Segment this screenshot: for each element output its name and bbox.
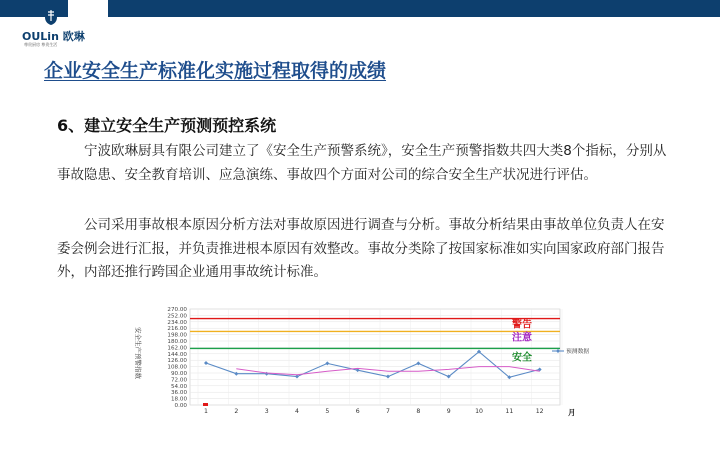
x-tick-label: 3 (264, 408, 269, 415)
paragraph-warning-system: 宁波欧琳厨具有限公司建立了《安全生产预警系统》，安全生产预警指数共四大类8个指标，分别从事故隐患、安全教育培训、应急演练、事故四个方面对公司的综合安全生产状况进行评估。 (57, 143, 667, 183)
slide-title: 企业安全生产标准化实施过程取得的成绩 (44, 60, 387, 82)
zone-label-1: 注意 (512, 332, 532, 344)
x-axis-label: 月 (568, 408, 576, 417)
x-tick-label: 12 (535, 408, 544, 415)
x-tick-label: 5 (325, 408, 330, 415)
y-tick-label: 252.00 (167, 313, 187, 320)
y-tick-label: 180.00 (167, 339, 187, 345)
x-tick-label: 7 (386, 408, 390, 415)
x-tick-label: 10 (475, 408, 483, 415)
crest-icon (43, 6, 59, 26)
zone-label-2: 安全 (512, 352, 532, 364)
y-tick-label: 126.00 (167, 358, 187, 365)
y-tick-label: 36.00 (170, 390, 187, 397)
y-tick-label: 0.00 (174, 403, 187, 409)
y-tick-label: 144.00 (167, 351, 187, 358)
plot-area (190, 309, 560, 405)
x-tick-label: 9 (446, 408, 451, 415)
y-tick-label: 198.00 (167, 332, 187, 339)
x-tick-label: 4 (295, 408, 299, 415)
section-heading: 6、建立安全生产预测预控系统 (57, 116, 277, 135)
y-tick-label: 270.00 (167, 307, 187, 313)
y-tick-label: 216.00 (167, 326, 187, 333)
brand-name: OULin 欧琳 (22, 30, 85, 43)
x-tick-label: 8 (416, 408, 421, 415)
x-tick-label: 1 (204, 408, 208, 415)
y-tick-label: 234.00 (167, 319, 187, 326)
top-banner (0, 0, 720, 17)
y-tick-label: 90.00 (170, 371, 187, 377)
legend-label: 预测数据 (566, 349, 590, 355)
y-axis-label: 安全生产预警指数 (134, 327, 142, 379)
y-tick-label: 54.00 (170, 383, 187, 390)
y-tick-label: 18.00 (170, 396, 187, 403)
safety-index-chart (134, 303, 590, 420)
y-tick-label: 72.00 (170, 377, 187, 384)
y-tick-label: 108.00 (167, 364, 187, 371)
x-tick-label: 11 (505, 408, 514, 415)
x-tick-label: 2 (234, 408, 239, 415)
y-tick-label: 162.00 (167, 345, 187, 352)
brand-tagline: 尊贵厨房 尊贵生活 (24, 42, 58, 47)
zone-label-0: 警告 (512, 319, 532, 331)
paragraph-accident-analysis: 公司采用事故根本原因分析方法对事故原因进行调查与分析。事故分析结果由事故单位负责人在安委会例会进行汇报，并负责推进根本原因有效整改。事故分类除了按国家标准如实向国家政府部门报告外，内部还推行跨国企业通用事故统计标准。 (57, 217, 665, 280)
origin-marker (203, 403, 208, 406)
x-tick-label: 6 (355, 408, 360, 415)
company-logo (22, 6, 85, 50)
